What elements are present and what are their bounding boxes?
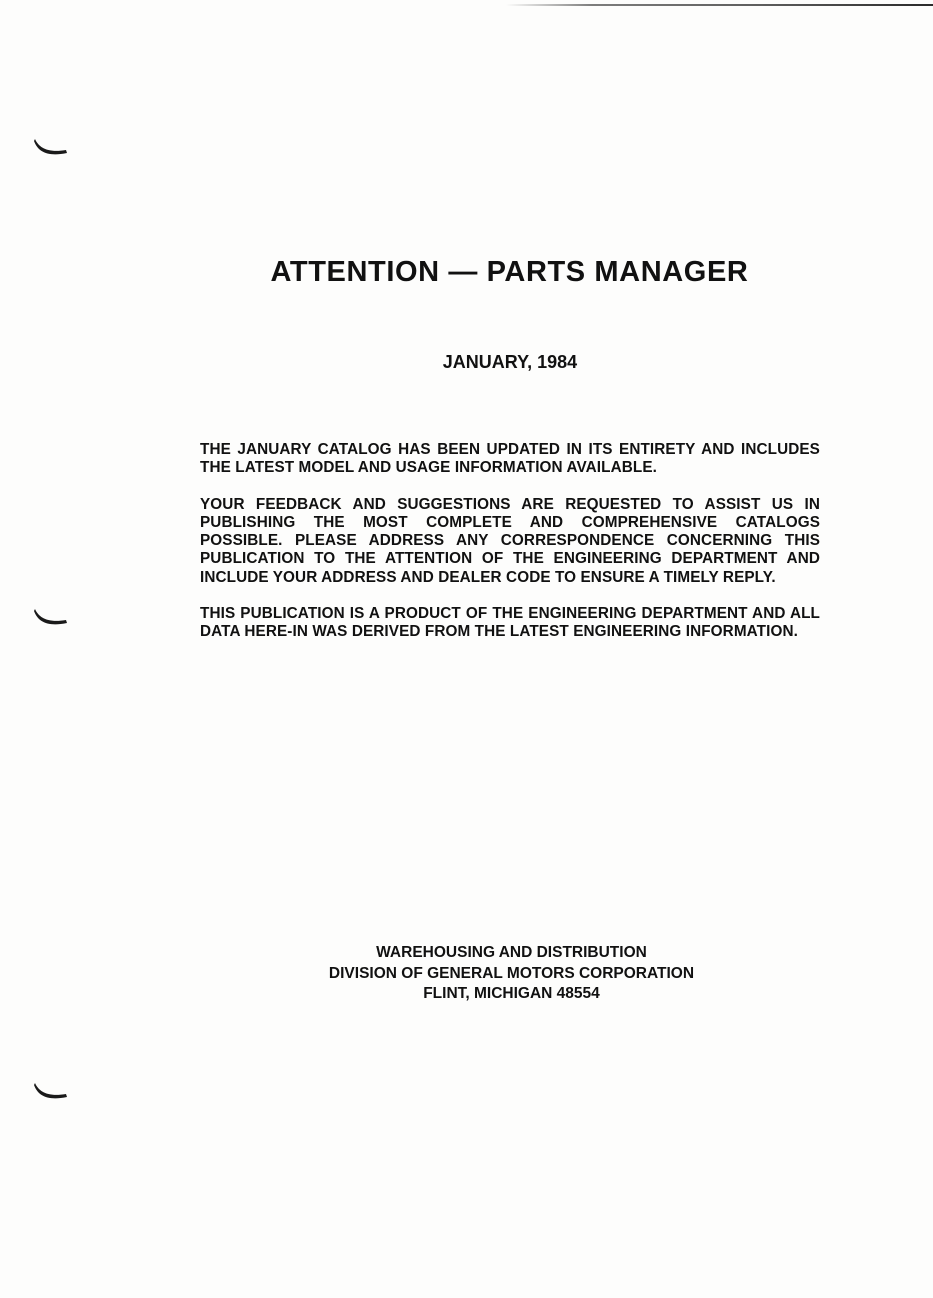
notice-paragraph-source: THIS PUBLICATION IS A PRODUCT OF THE ENGINEERING DEPARTMENT AND ALL DATA HERE-IN WAS DERIVED FROM THE LATEST ENGINEERING INFORMATION. xyxy=(200,605,820,641)
binder-hole-mark-middle xyxy=(34,606,68,628)
publisher-location: FLINT, MICHIGAN 48554 xyxy=(423,985,600,1002)
notice-paragraph-update: THE JANUARY CATALOG HAS BEEN UPDATED IN ITS ENTIRETY AND INCLUDES THE LATEST MODEL AND USAGE INFORMATION AVAILABLE. xyxy=(200,441,820,477)
publisher-division: DIVISION OF GENERAL MOTORS CORPORATION xyxy=(328,964,695,982)
publisher-department: WAREHOUSING AND DISTRIBUTION xyxy=(376,944,647,961)
binder-hole-mark-top xyxy=(34,136,68,158)
binder-hole-mark-bottom xyxy=(34,1080,68,1102)
page-title: ATTENTION — PARTS MANAGER xyxy=(270,256,749,288)
notice-paragraph-feedback: YOUR FEEDBACK AND SUGGESTIONS ARE REQUESTED TO ASSIST US IN PUBLISHING THE MOST COMPLETE AND COMPREHENSIVE CATALOGS POSSIBLE. PLEASE ADDRESS ANY CORRESPONDENCE CONCERNING THIS PUBLICATION TO THE ATTENTION OF THE ENGINEERING DEPARTMENT AND INCLUDE YOUR ADDRESS AND DEALER CODE TO ENSURE A TIMELY REPLY. xyxy=(200,495,820,586)
scan-edge-line xyxy=(506,4,933,6)
publisher-address xyxy=(0,943,933,1005)
publication-date: JANUARY, 1984 xyxy=(442,352,578,372)
notice-body xyxy=(200,441,820,660)
